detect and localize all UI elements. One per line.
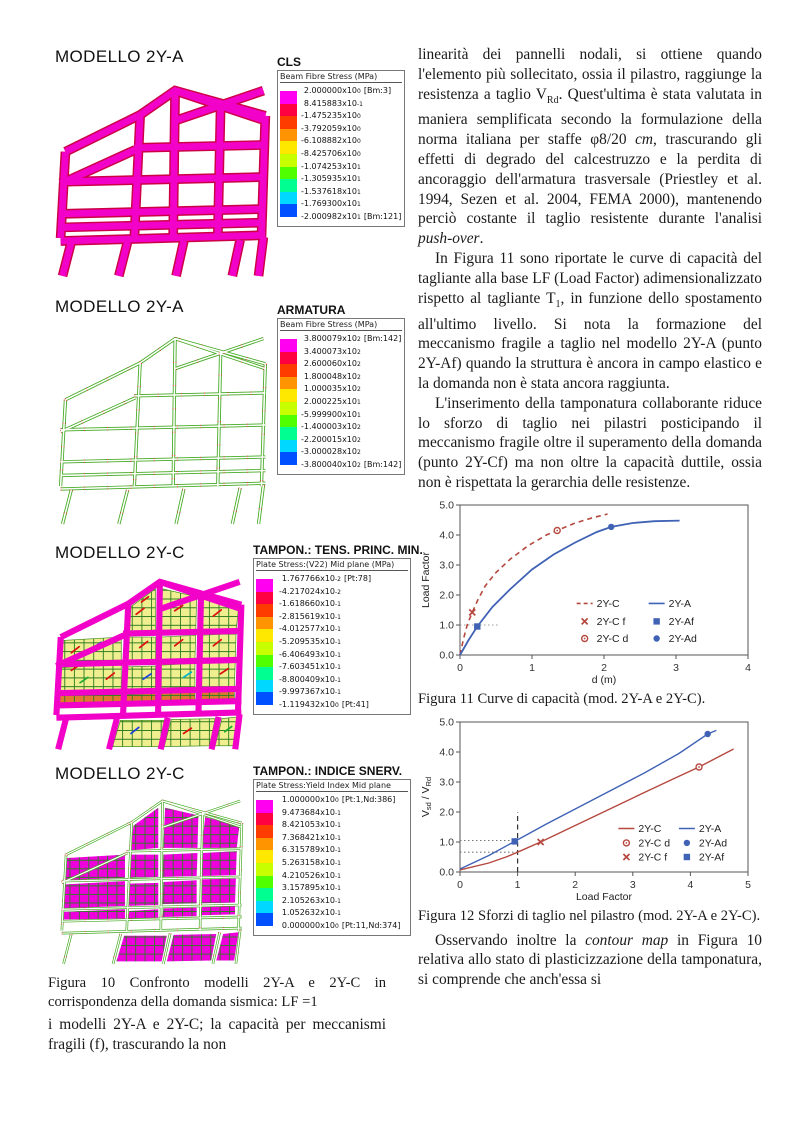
- svg-text:0.0: 0.0: [439, 649, 454, 662]
- paragraph-1: [418, 45, 762, 249]
- legend-value-row: -6.406493x10 -1: [279, 649, 341, 659]
- legend-value-row: -3.792059x10 0: [301, 123, 361, 133]
- svg-text:2Y-Ad: 2Y-Ad: [668, 632, 697, 645]
- svg-text:1: 1: [514, 878, 521, 891]
- legend-value-row: -1.119432x10 0 [Pt:41]: [279, 699, 369, 709]
- svg-text:2Y-C: 2Y-C: [638, 822, 662, 835]
- svg-text:2Y-Af: 2Y-Af: [668, 615, 694, 628]
- svg-text:3: 3: [673, 661, 679, 674]
- legend-value-row: -9.997367x10 -1: [279, 687, 341, 697]
- text-run: 1: [555, 298, 561, 310]
- legend-value-row: 9.473684x10 -1: [281, 807, 341, 817]
- model-2yc-yield-index-image: [45, 783, 257, 969]
- text-run: .: [479, 230, 484, 248]
- svg-text:d (m): d (m): [591, 673, 617, 686]
- figure10-caption: Figura 10 Confronto modelli 2Y-A e 2Y-C in corrispondenza della domanda sismica: LF =1: [48, 975, 386, 1010]
- legend-value-row: 8.421053x10 -1: [281, 820, 341, 830]
- legend-value-row: -7.603451x10 -1: [279, 662, 341, 672]
- svg-text:2Y-C f: 2Y-C f: [638, 851, 668, 864]
- legend-value-row: 2.600060x10 2: [303, 359, 361, 369]
- legend-value-row: 0.000000x10 0 [Pt:11,Nd:374]: [281, 920, 401, 930]
- colorbar: [280, 91, 297, 217]
- svg-text:0: 0: [457, 661, 463, 674]
- svg-text:5: 5: [745, 878, 751, 891]
- legend-value-row: 3.157895x10 -1: [281, 883, 341, 893]
- svg-text:2: 2: [601, 661, 607, 674]
- legend-cls: [277, 55, 405, 227]
- legend-value-row: -1.475235x10 0: [301, 111, 361, 121]
- legend-value-row: 2.000225x10 1: [303, 396, 361, 406]
- svg-text:4: 4: [687, 878, 694, 891]
- svg-text:2Y-Ad: 2Y-Ad: [698, 837, 728, 850]
- text-run: cm: [635, 131, 654, 149]
- legend-value-row: -1.537618x10 1: [301, 186, 361, 196]
- svg-text:2Y-A: 2Y-A: [668, 597, 692, 610]
- legend-value-row: -1.618660x10 -1: [279, 599, 341, 609]
- svg-text:2Y-Af: 2Y-Af: [698, 851, 725, 864]
- legend-value-row: 1.000035x10 2: [303, 384, 361, 394]
- svg-text:5.0: 5.0: [439, 499, 454, 512]
- figure11-chart: [418, 497, 762, 689]
- legend-title: CLS: [277, 55, 301, 69]
- model-4-title: MODELLO 2Y-C: [55, 764, 185, 783]
- svg-text:Vsd / VRd: Vsd / VRd: [420, 776, 433, 817]
- legend-header: Beam Fibre Stress (MPa): [280, 72, 402, 83]
- legend-value-row: -8.800409x10 -1: [279, 674, 341, 684]
- svg-text:2Y-C d: 2Y-C d: [638, 837, 671, 850]
- figure12-caption: Figura 12 Sforzi di taglio nel pilastro (mod. 2Y-A e 2Y-C).: [418, 907, 761, 924]
- svg-text:4.0: 4.0: [439, 746, 454, 759]
- colorbar: [280, 339, 297, 465]
- right-column: [418, 45, 762, 990]
- legend-title: ARMATURA: [277, 303, 346, 317]
- legend-value-row: 7.368421x10 -1: [281, 832, 341, 842]
- legend-value-row: -6.108882x10 0: [301, 136, 361, 146]
- legend-value-row: 1.800048x10 2: [303, 371, 361, 381]
- legend-value-row: 3.400073x10 2: [303, 346, 361, 356]
- colorbar: [256, 579, 273, 705]
- legend-value-row: 6.315789x10 -1: [281, 845, 341, 855]
- text-run: Rd: [546, 94, 559, 106]
- text-run: , trascurando gli effetti di degrado del calcestruzzo e la perdita di ancoraggio dell'armatura trasversale (Priestley et al. 1994, Sezen et al. 2004, FEMA 2000), mantenendo perciò costante il taglio resistente durante l'analisi: [418, 131, 762, 228]
- svg-text:Load Factor: Load Factor: [575, 890, 633, 903]
- legend-value-row: -8.425706x10 0: [301, 148, 361, 158]
- legend-value-row: -5.999900x10 1: [301, 409, 361, 419]
- text-run: contour map: [585, 931, 669, 949]
- svg-text:4.0: 4.0: [439, 529, 454, 542]
- svg-text:5.0: 5.0: [439, 716, 454, 729]
- left-paragraph: i modelli 2Y-A e 2Y-C; la capacità per meccanismi fragili (f), trascurando la non: [48, 1016, 386, 1053]
- model-2-title: MODELLO 2Y-A: [55, 297, 184, 316]
- svg-text:2Y-C d: 2Y-C d: [596, 632, 629, 645]
- legend-value-row: -1.074253x10 1: [301, 161, 361, 171]
- text-run: In Figura 11 sono riportate le curve di capacità del tagliante alla base LF (Load Factor) adimensionalizzato rispetto al tagliante T: [418, 250, 762, 307]
- svg-text:1: 1: [529, 661, 535, 674]
- svg-text:3: 3: [629, 878, 636, 891]
- colorbar: [256, 800, 273, 926]
- legend-header: Plate Stress:(V22) Mid plane (MPa): [256, 560, 408, 571]
- legend-armatura: [277, 303, 405, 475]
- legend-value-row: 8.415883x10 -1: [303, 98, 363, 108]
- legend-value-row: 3.800079x10 2 [Bm:142]: [303, 334, 402, 343]
- legend-value-row: -4.012577x10 -1: [279, 624, 341, 634]
- paragraph-2: [418, 249, 762, 394]
- legend-title: TAMPON.: INDICE SNERV.: [253, 764, 403, 778]
- svg-text:0.0: 0.0: [439, 866, 454, 879]
- legend-tamponatura-stress: [253, 543, 423, 715]
- legend-yield-index: [253, 764, 411, 936]
- legend-value-row: -1.305935x10 1: [301, 174, 361, 184]
- text-run: linearità dei pannelli nodali, si ottiene quando l'elemento più sollecitato, ossia il pilastro, raggiunge la resistenza a taglio V: [418, 46, 762, 103]
- text-run: in Figura 10 relativa allo stato di plasticizzazione della tamponatura, si comprende che anch'essa si: [418, 931, 762, 989]
- paragraph-3: L'inserimento della tamponatura collaborante riduce lo sforzo di taglio nei pilastri posticipando il meccanismo fragile oltre il superamento della domanda (punto 2Y-Cf) ma non oltre la capacità duttile, ossia non è rispettata la gerarchia delle resistenze.: [418, 394, 762, 491]
- legend-value-row: 1.767766x10 -2 [Pt:78]: [281, 574, 372, 583]
- legend-value-row: -4.217024x10 -2: [279, 586, 341, 596]
- legend-value-row: -1.769300x10 1: [301, 199, 361, 209]
- svg-text:4: 4: [745, 661, 751, 674]
- legend-header: Plate Stress:Yield Index Mid plane: [256, 781, 408, 792]
- legend-header: Beam Fibre Stress (MPa): [280, 320, 402, 331]
- model-2ya-armatura-image: [48, 318, 276, 530]
- legend-value-row: 1.000000x10 0 [Pt:1,Nd:386]: [281, 795, 396, 804]
- model-2ya-cls-image: [48, 70, 276, 282]
- svg-text:1.0: 1.0: [439, 836, 454, 849]
- model-1-title: MODELLO 2Y-A: [55, 47, 184, 66]
- text-run: . Quest'ultima è stata valutata in maniera semplificata secondo la formulazione della norma italiana per staffe φ8/20: [418, 85, 762, 149]
- svg-text:0: 0: [457, 878, 463, 891]
- legend-value-row: -3.000028x10 2: [301, 447, 361, 457]
- svg-text:2.0: 2.0: [439, 589, 454, 602]
- paragraph-4: [418, 931, 762, 990]
- svg-text:3.0: 3.0: [439, 559, 454, 572]
- model-2yc-tamponatura-stress-image: [45, 560, 251, 758]
- legend-value-row: 2.105263x10 -1: [281, 895, 341, 905]
- text-run: Osservando inoltre la: [435, 931, 586, 949]
- svg-text:2Y-C f: 2Y-C f: [596, 615, 626, 628]
- figure12-chart: [418, 714, 762, 906]
- legend-value-row: 4.210526x10 -1: [281, 870, 341, 880]
- legend-value-row: -1.400003x10 2: [301, 422, 361, 432]
- svg-text:3.0: 3.0: [439, 776, 454, 789]
- svg-text:2Y-A: 2Y-A: [698, 822, 722, 835]
- svg-text:2Y-C: 2Y-C: [596, 597, 620, 610]
- legend-value-row: -5.209535x10 -1: [279, 636, 341, 646]
- text-run: , in funzione dello spostamento all'ultimo livello. Si nota la formazione del meccanismo fragile a taglio nel modello 2Y-A (punto 2Y-Af) quando la struttura è ancora in campo elastico e la domanda non è stata ancora raggiunta.: [418, 289, 762, 392]
- legend-value-row: 5.263158x10 -1: [281, 857, 341, 867]
- model-3-title: MODELLO 2Y-C: [55, 543, 185, 562]
- legend-value-row: 2.000000x10 0 [Bm:3]: [303, 86, 392, 95]
- legend-value-row: -2.000982x10 1 [Bm:121]: [301, 211, 402, 221]
- svg-text:2.0: 2.0: [439, 806, 454, 819]
- legend-value-row: 1.052632x10 -1: [281, 908, 341, 918]
- svg-text:2: 2: [572, 878, 579, 891]
- legend-value-row: -3.800040x10 2 [Bm:142]: [301, 459, 402, 469]
- legend-value-row: -2.815619x10 -1: [279, 611, 341, 621]
- figure11-caption: Figura 11 Curve di capacità (mod. 2Y-A e 2Y-C).: [418, 690, 706, 707]
- text-run: push-over: [418, 230, 480, 248]
- legend-value-row: -2.200015x10 2: [301, 434, 361, 444]
- svg-text:Load Factor: Load Factor: [420, 551, 432, 608]
- legend-title: TAMPON.: TENS. PRINC. MIN.: [253, 543, 423, 557]
- svg-text:1.0: 1.0: [439, 619, 454, 632]
